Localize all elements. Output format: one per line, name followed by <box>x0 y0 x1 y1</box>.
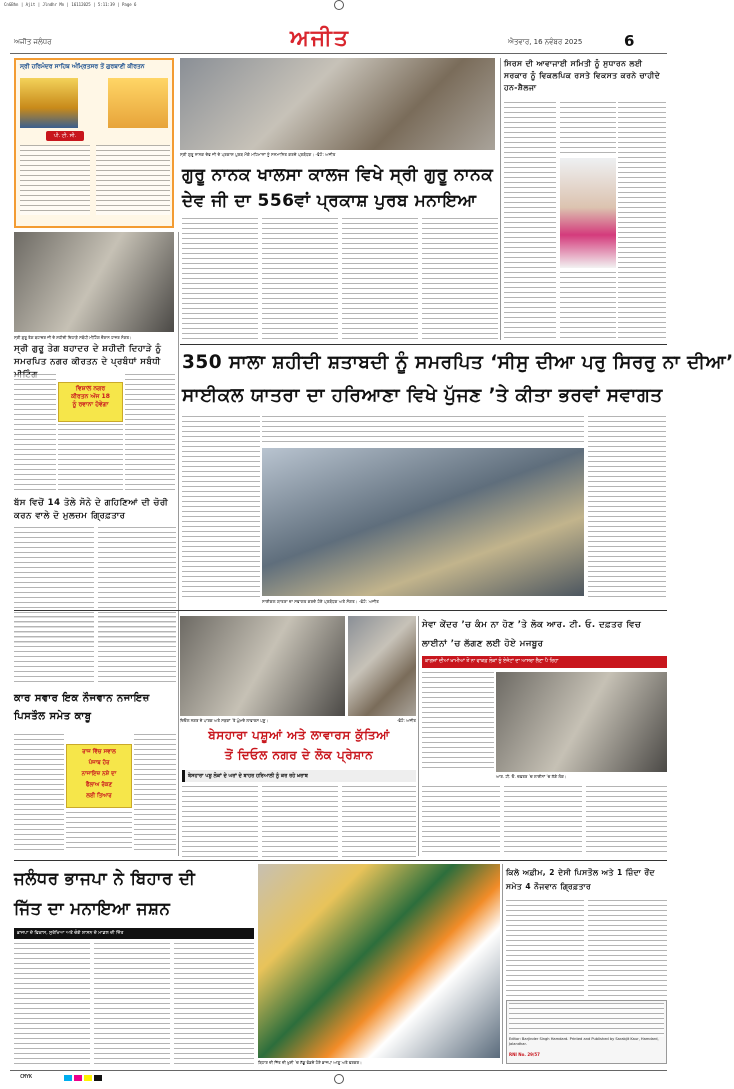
cattle-body <box>262 786 338 858</box>
bjp-celebration-photo <box>258 864 500 1058</box>
stray-cattle-photo-2 <box>348 616 416 716</box>
meeting-photo <box>14 232 174 332</box>
sirsa-body <box>618 102 666 340</box>
rto-queue-photo <box>496 672 667 772</box>
registration-mark-icon <box>334 1074 344 1084</box>
yatra-body <box>182 416 260 598</box>
cattle-credit: -ਫੋਟੋ: ਅਜੀਤ <box>396 718 416 723</box>
highlight-box <box>66 744 132 808</box>
college-body <box>422 218 498 340</box>
car-body <box>66 812 132 852</box>
theft-headline: ਬੱਸ ਵਿਚੋਂ 14 ਤੋਲੇ ਸੋਨੇ ਦੇ ਗਹਿਣਿਆਂ ਦੀ ਚੋਰੀ ਕਰਨ ਵਾਲੇ ਦੋ ਮੁਲਜ਼ਮ ਗ੍ਰਿਫ਼ਤਾਰ <box>14 498 169 521</box>
cattle-body <box>182 786 258 858</box>
rto-caption: ਆਰ. ਟੀ. ਓ. ਦਫ਼ਤਰ ’ਚ ਲਾਈਨਾਂ ’ਚ ਲੱਗੇ ਲੋਕ। <box>496 774 567 779</box>
ad-title: ਸ੍ਰੀ ਹਰਿਮੰਦਰ ਸਾਹਿਬ ਅੰਮ੍ਰਿਤਸਰ ਤੋਂ ਗੁਰਬਾਣੀ ਕੀਰਤਨ <box>20 63 145 70</box>
meeting-body <box>14 374 56 492</box>
ptc-badge: ਪੀ. ਟੀ. ਸੀ. <box>46 131 84 141</box>
ad-banner-image <box>108 78 168 128</box>
cattle-headline-line2: ਤੋਂ ਦਿਓਲ ਨਗਰ ਦੇ ਲੋਕ ਪ੍ਰੇਸ਼ਾਨ <box>224 748 374 762</box>
bjp-body <box>174 943 254 1065</box>
edition-date: ਐਤਵਾਰ, 16 ਨਵੰਬਰ 2025 <box>508 38 583 46</box>
arrest-headline: ਕਿਲੋ ਅਫ਼ੀਮ, 2 ਦੇਸੀ ਪਿਸਤੌਲ ਅਤੇ 1 ਜ਼ਿੰਦਾ ਰੌਂਦ ਸਮੇਤ 4 ਨੌਜਵਾਨ ਗ੍ਰਿਫ਼ਤਾਰ <box>506 868 655 891</box>
yatra-body <box>262 416 584 446</box>
college-headline-line1: ਗੁਰੂ ਨਾਨਕ ਖਾਲਸਾ ਕਾਲਜ ਵਿਖੇ ਸ੍ਰੀ ਗੁਰੂ ਨਾਨਕ <box>182 165 494 185</box>
ad-text <box>20 145 90 215</box>
college-body <box>262 218 338 340</box>
car-body <box>14 734 64 852</box>
cattle-body <box>342 786 416 858</box>
imprint-body <box>509 1003 664 1037</box>
page-header <box>0 28 677 52</box>
registration-number: RNI No. 29/57 <box>509 1052 540 1057</box>
meeting-caption: ਸ੍ਰੀ ਗੁਰੂ ਤੇਗ ਬਹਾਦਰ ਜੀ ਦੇ ਸ਼ਹੀਦੀ ਦਿਹਾੜੇ ਸਬੰਧੀ ਮੀਟਿੰਗ ਦੌਰਾਨ ਹਾਜ਼ਰ ਸੰਗਤ। <box>14 335 132 340</box>
college-body <box>182 218 258 340</box>
highlight-line: ਨੂੰ ਰਵਾਨਾ ਹੋਵੇਗਾ <box>72 401 109 408</box>
cattle-caption: ਦਿਓਲ ਨਗਰ ਦੇ ਪਾਰਕ ਅਤੇ ਸੜਕਾਂ ’ਤੇ ਘੁੰਮਦੇ ਲਾਵਾਰਸ ਪਸ਼ੂ। <box>180 718 269 723</box>
bjp-caption: ਬਿਹਾਰ ਦੀ ਜਿੱਤ ਦੀ ਖ਼ੁਸ਼ੀ ’ਚ ਲੱਡੂ ਵੰਡਦੇ ਹੋਏ ਭਾਜਪਾ ਆਗੂ ਅਤੇ ਵਰਕਰ। <box>258 1060 362 1065</box>
cattle-headline-line1: ਬੇਸਹਾਰਾ ਪਸ਼ੂਆਂ ਅਤੇ ਲਾਵਾਰਸ ਕੁੱਤਿਆਂ <box>208 728 390 742</box>
highlight-line: ਕੀਰਤਨ ਅੱਜ 18 <box>71 393 110 400</box>
highlight-line: ਲਈ ਤਿਆਰ <box>86 793 112 799</box>
bjp-subhead: ਭਾਜਪਾ ਦੇ ਵਿਕਾਸ, ਸੁਰੱਖਿਆ ਅਤੇ ਚੰਗੇ ਸ਼ਾਸਨ ਦੇ ਮਾਡਲ ਦੀ ਜਿੱਤ <box>14 928 254 939</box>
bjp-body <box>94 943 170 1065</box>
bjp-body <box>14 943 90 1065</box>
rto-headline: ਸੇਵਾ ਕੇਂਦਰ ’ਚ ਕੰਮ ਨਾ ਹੋਣ ’ਤੇ ਲੋਕ ਆਰ. ਟੀ. ਓ. ਦਫ਼ਤਰ ਵਿਚ ਲਾਈਨਾਂ ’ਚ ਲੱਗਣ ਲਈ ਹੋਏ ਮਜਬੂਰ <box>422 620 642 649</box>
section-label: ਅਜੀਤ ਜਲੰਧਰ <box>14 38 52 46</box>
highlight-line: ਨਾਜਾਇਜ਼ ਨਸ਼ੇ ਦਾ <box>81 771 117 777</box>
yatra-body <box>588 416 666 598</box>
sirsa-body <box>560 102 616 154</box>
black-swatch <box>94 1075 102 1081</box>
ad-text <box>96 145 170 215</box>
theft-body <box>98 616 176 686</box>
meeting-body <box>58 424 123 492</box>
imprint-text: Editor: Barjinder Singh Hamdard. Printed and Published by Sarabjit Kaur, Hamdard, Jalandhar. <box>509 1037 659 1046</box>
yellow-swatch <box>84 1075 92 1081</box>
arrest-body <box>588 900 667 996</box>
college-body <box>342 218 418 340</box>
magenta-swatch <box>74 1075 82 1081</box>
cycle-yatra-photo <box>262 448 584 596</box>
rto-subhead: ਕਾਗਜ਼ਾਂ ਦੀਆਂ ਖ਼ਾਮੀਆਂ ਤੋਂ ਨਾ ਵਾਕਫ਼ ਲੋਕਾਂ ਨੂੰ ਏਜੰਟਾਂ ਦਾ ਆਸਰਾ ਲੈਣਾ ਪੈ ਰਿਹਾ <box>422 656 667 668</box>
cmyk-label: CMYK <box>20 1074 33 1080</box>
meeting-headline: ਸ੍ਰੀ ਗੁਰੂ ਤੇਗ ਬਹਾਦਰ ਦੇ ਸ਼ਹੀਦੀ ਦਿਹਾੜੇ ਨੂੰ ਸਮਰਪਿਤ ਨਗਰ ਕੀਰਤਨ ਦੇ ਪ੍ਰਬੰਧਾਂ ਸਬੰਧੀ <box>14 344 162 367</box>
rto-body <box>422 672 494 772</box>
print-info: CnGBhn | Ajit | Jlndhr Mn | 16112025 | 5:11:39 | Page 6 <box>4 2 137 7</box>
rto-body <box>504 786 582 854</box>
rto-body <box>586 786 667 854</box>
stray-cattle-photo-1 <box>180 616 345 716</box>
highlight-line: ਰਾਜ ਵਿੱਚ ਸਵਾਲ <box>82 749 116 755</box>
highlight-line: ਫੈਲਾਅ ਰੋਕਣ <box>85 782 113 788</box>
advertisement[interactable] <box>14 58 174 228</box>
yatra-headline-line1: 350 ਸਾਲਾ ਸ਼ਹੀਦੀ ਸ਼ਤਾਬਦੀ ਨੂੰ ਸਮਰਪਿਤ ‘ਸੀਸੁ ਦੀਆ ਪਰੁ ਸਿਰਰੁ ਨਾ ਦੀਆ’ <box>182 352 734 373</box>
highlight-box <box>58 382 123 422</box>
bjp-headline-line1: ਜਲੰਧਰ ਭਾਜਪਾ ਨੇ ਬਿਹਾਰ ਦੀ <box>14 869 196 888</box>
award-ceremony-caption: ਸ੍ਰੀ ਗੁਰੂ ਨਾਨਕ ਦੇਵ ਜੀ ਦੇ ਪ੍ਰਕਾਸ਼ ਪੁਰਬ ਮੌਕੇ ਮਹਿਮਾਨਾਂ ਨੂੰ ਸਨਮਾਨਿਤ ਕਰਦੇ ਪ੍ਰਬੰਧਕ। -ਫੋਟੋ: ਅਜੀਤ <box>180 152 336 157</box>
bjp-headline-line2: ਜਿੱਤ ਦਾ ਮਨਾਇਆ ਜਸ਼ਨ <box>14 899 171 918</box>
highlight-line: ਪੰਜਾਬ ਹੋਰ <box>88 760 110 766</box>
golden-temple-image <box>20 78 78 128</box>
theft-body <box>14 616 94 686</box>
rto-body <box>422 786 500 854</box>
award-ceremony-photo <box>180 58 495 150</box>
cattle-subhead: ਬੇਸਹਾਰਾ ਪਸ਼ੂ ਲੋਕਾਂ ਦੇ ਘਰਾਂ ਦੇ ਬਾਹਰ ਹਰਿਆਲੀ ਨੂੰ ਕਰ ਰਹੇ ਖ਼ਰਾਬ <box>182 770 416 782</box>
politician-photo <box>560 158 616 268</box>
page-number: 6 <box>624 32 635 50</box>
car-body <box>134 734 176 852</box>
registration-mark-icon <box>334 0 344 10</box>
car-headline: ਕਾਰ ਸਵਾਰ ਇਕ ਨੌਜਵਾਨ ਨਜਾਇਜ਼ ਪਿਸਤੌਲ ਸਮੇਤ ਕਾਬੂ <box>14 693 150 722</box>
sirsa-headline: ਸਿਰਸ ਦੀ ਆਵਾਜਾਈ ਸਮਿਤੀ ਨੂੰ ਸੁਧਾਰਨ ਲਈ ਸਰਕਾਰ ਨੂੰ ਵਿਕਲਪਿਕ ਰਸਤੇ ਵਿਕਸਤ ਕਰਨੇ ਚਾਹੀਦੇ ਹਨ-ਸ਼ੈਲਜਾ <box>504 59 661 92</box>
yatra-headline-line2: ਸਾਈਕਲ ਯਾਤਰਾ ਦਾ ਹਰਿਆਣਾ ਵਿਖੇ ਪੁੱਜਣ ’ਤੇ ਕੀਤਾ ਭਰਵਾਂ ਸਵਾਗਤ <box>182 385 663 406</box>
imprint-box <box>506 1000 667 1064</box>
sirsa-body <box>560 272 616 340</box>
highlight-line: ਵਿਸ਼ਾਲ ਨਗਰ <box>75 385 106 392</box>
arrest-body <box>506 900 584 996</box>
meeting-body <box>125 374 175 492</box>
masthead-logo: ਅਜੀਤ <box>290 26 350 51</box>
college-headline-line2: ਦੇਵ ਜੀ ਦਾ 556ਵਾਂ ਪ੍ਰਕਾਸ਼ ਪੁਰਬ ਮਨਾਇਆ <box>182 191 477 211</box>
sirsa-body <box>504 102 556 340</box>
cyan-swatch <box>64 1075 72 1081</box>
yatra-caption: ਸਾਈਕਲ ਯਾਤਰਾ ਦਾ ਸਵਾਗਤ ਕਰਦੇ ਹੋਏ ਪ੍ਰਬੰਧਕ ਅਤੇ ਸੰਗਤ। -ਫੋਟੋ: ਅਜੀਤ <box>262 599 379 604</box>
